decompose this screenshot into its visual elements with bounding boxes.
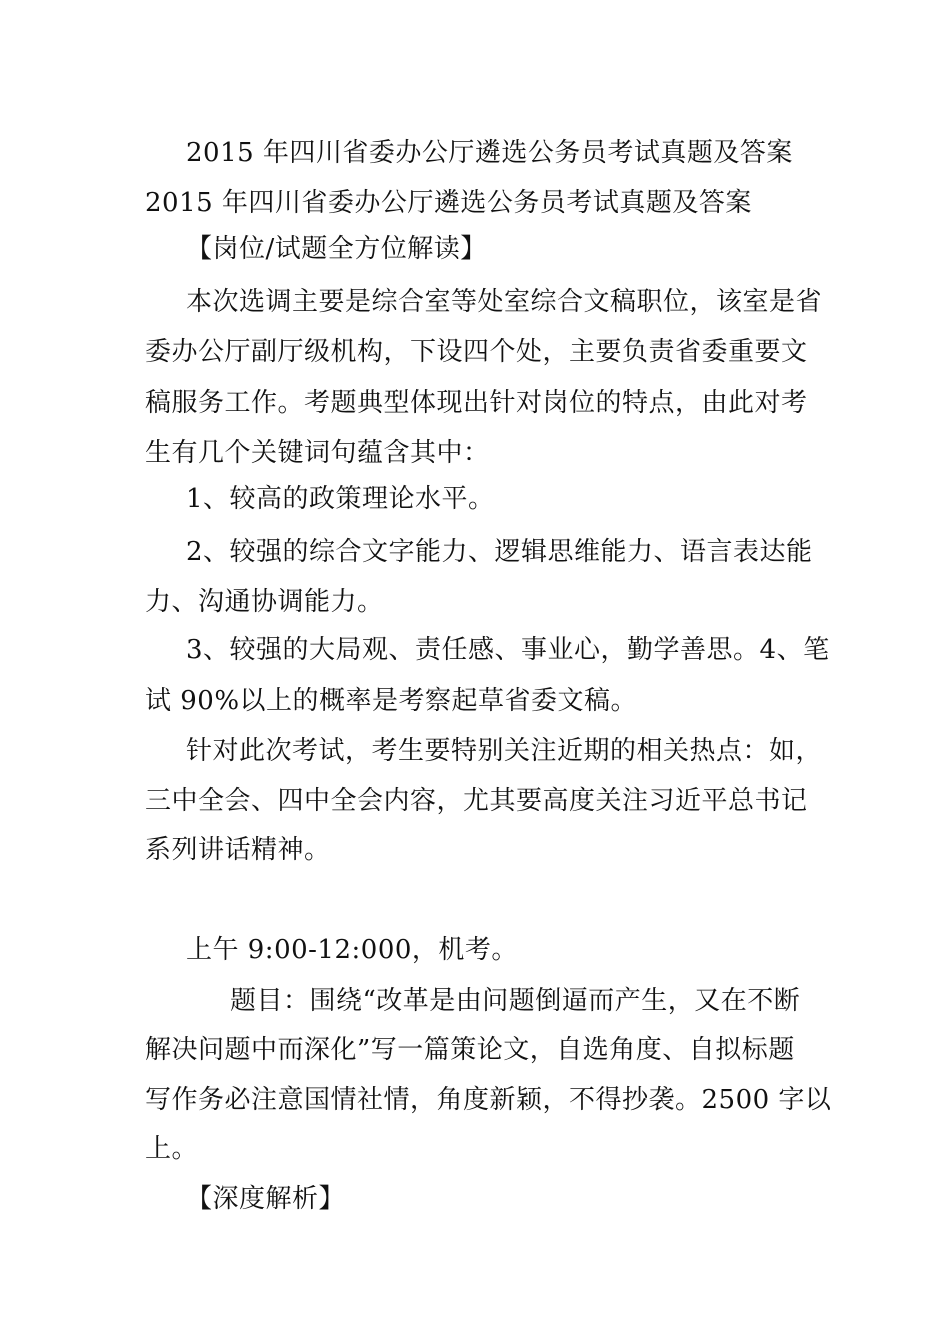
document-title-line-2: 2015 年四川省委办公厅遴选公务员考试真题及答案: [145, 188, 752, 218]
list-item-2-line-1: 2、较强的综合文字能力、逻辑思维能力、语言表达能: [186, 537, 813, 567]
list-item-1: 1、较高的政策理论水平。: [186, 484, 495, 514]
paragraph-1-line-3: 稿服务工作。考题典型体现出针对岗位的特点，由此对考: [145, 388, 808, 418]
paragraph-2-line-3: 系列讲话精神。: [145, 835, 331, 865]
exam-time: 上午 9:00-12:000，机考。: [186, 935, 518, 965]
list-item-2-line-2: 力、沟通协调能力。: [145, 587, 384, 617]
exam-topic-line-4: 上。: [145, 1134, 199, 1164]
list-item-3-line-1: 3、较强的大局观、责任感、事业心，勤学善思。4、笔: [186, 635, 830, 665]
exam-topic-line-2: 解决问题中而深化”写一篇策论文，自选角度、自拟标题: [145, 1035, 795, 1065]
document-title-line-1: 2015 年四川省委办公厅遴选公务员考试真题及答案: [186, 138, 793, 168]
section-heading-position-analysis: 【岗位/试题全方位解读】: [186, 234, 487, 264]
paragraph-2-line-1: 针对此次考试，考生要特别关注近期的相关热点：如，: [186, 736, 823, 766]
paragraph-1-line-1: 本次选调主要是综合室等处室综合文稿职位，该室是省: [186, 287, 823, 317]
section-heading-deep-analysis: 【深度解析】: [186, 1184, 346, 1214]
exam-topic-line-3: 写作务必注意国情社情，角度新颖，不得抄袭。2500 字以: [145, 1085, 832, 1115]
exam-topic-line-1: 题目：围绕“改革是由问题倒逼而产生，又在不断: [230, 986, 801, 1016]
paragraph-1-line-4: 生有几个关键词句蕴含其中：: [145, 438, 490, 468]
paragraph-2-line-2: 三中全会、四中全会内容，尤其要高度关注习近平总书记: [145, 786, 808, 816]
list-item-3-line-2: 试 90%以上的概率是考察起草省委文稿。: [145, 686, 638, 716]
paragraph-1-line-2: 委办公厅副厅级机构，下设四个处，主要负责省委重要文: [145, 337, 808, 367]
